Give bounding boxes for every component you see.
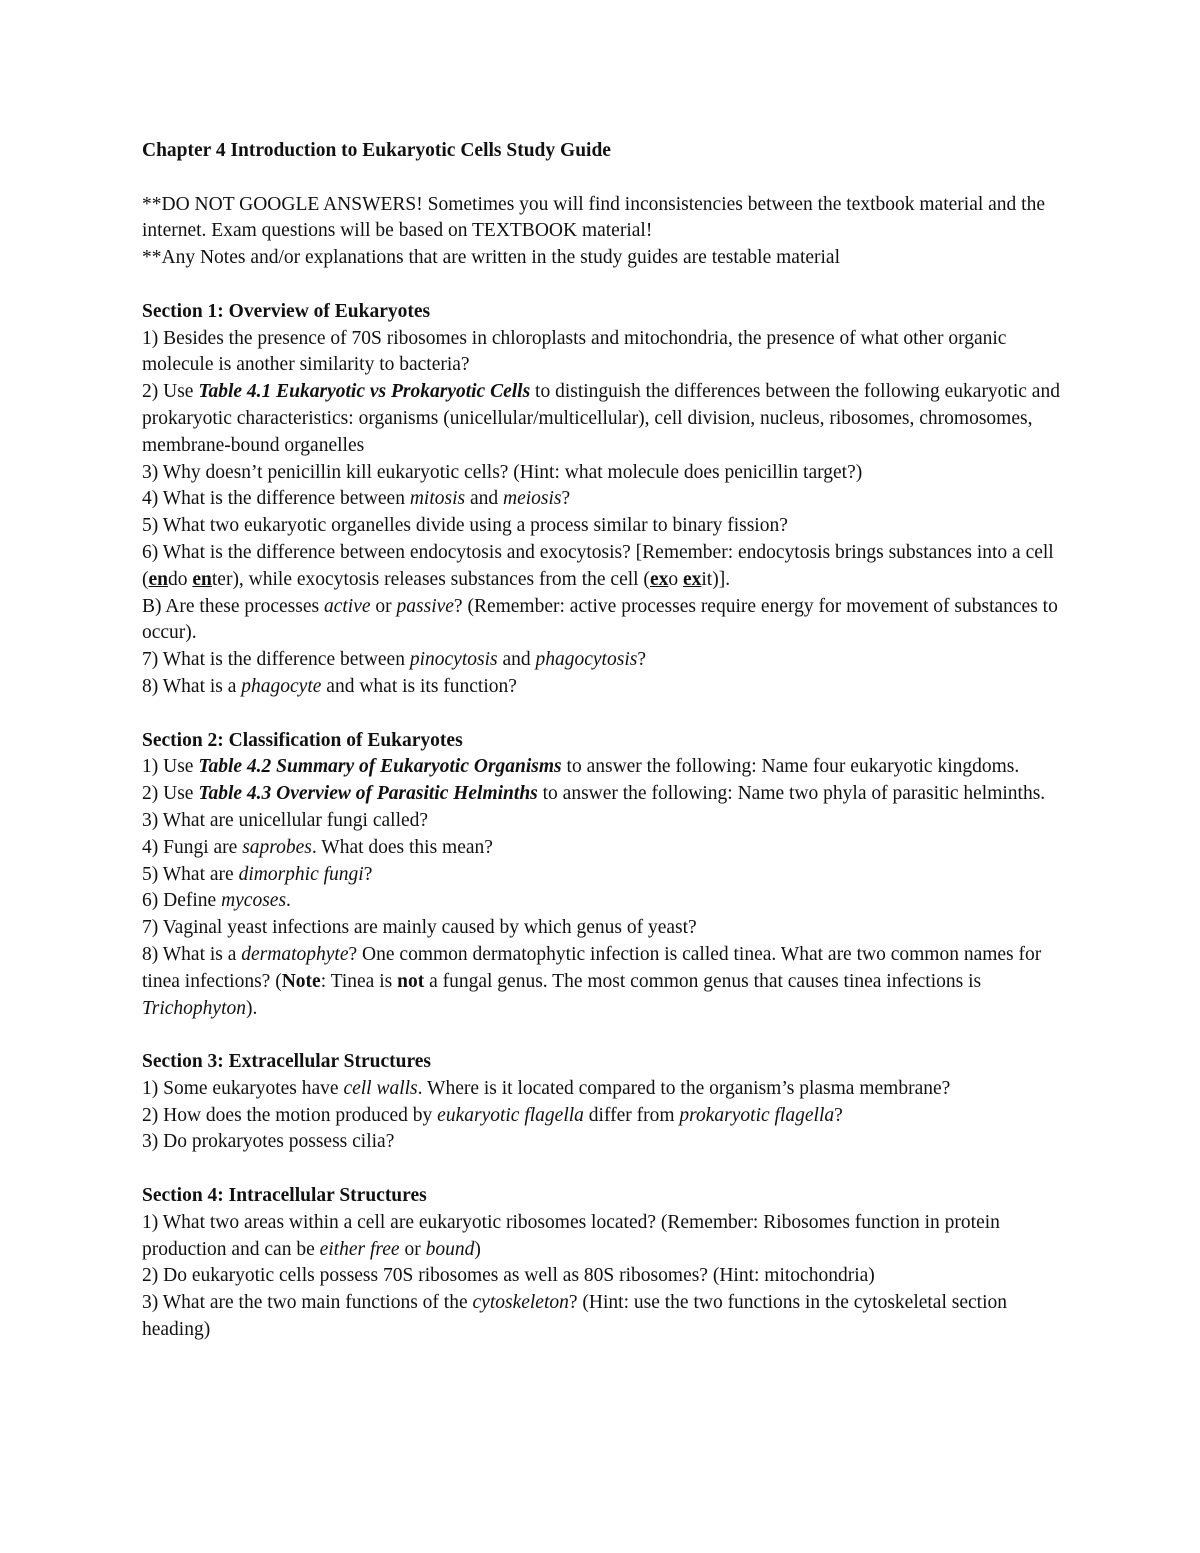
- section-1-heading: Section 1: Overview of Eukaryotes: [142, 300, 431, 322]
- s1-question-2: 2) Use Table 4.1 Eukaryotic vs Prokaryotic Cells to distinguish the differences between the following eukaryotic and prokaryotic characteristics: organisms (unicellular/multicellular), cell division, nucleus, ribosomes, chromosomes, membrane-bound organelles: [142, 381, 1060, 456]
- table-4-1-ref: Table 4.1 Eukaryotic vs Prokaryotic Cells: [198, 381, 531, 403]
- s3-question-3: 3) Do prokaryotes possess cilia?: [142, 1131, 395, 1153]
- s2-question-4: 4) Fungi are saprobes. What does this mean?: [142, 836, 493, 858]
- warning-notes: **Any Notes and/or explanations that are written in the study guides are testable material: [142, 247, 841, 269]
- s2-question-5: 5) What are dimorphic fungi?: [142, 863, 373, 885]
- s2-question-3: 3) What are unicellular fungi called?: [142, 809, 429, 831]
- s1-question-3: 3) Why doesn’t penicillin kill eukaryotic cells? (Hint: what molecule does penicillin target?): [142, 461, 863, 483]
- s2-question-1: 1) Use Table 4.2 Summary of Eukaryotic Organisms to answer the following: Name four eukaryotic kingdoms.: [142, 756, 1020, 778]
- table-4-2-ref: Table 4.2 Summary of Eukaryotic Organisms: [198, 756, 562, 778]
- document-body: [142, 138, 1072, 1344]
- s4-question-2: 2) Do eukaryotic cells possess 70S ribosomes as well as 80S ribosomes? (Hint: mitochondria): [142, 1265, 875, 1287]
- s1-question-4: 4) What is the difference between mitosis and meiosis?: [142, 488, 571, 510]
- s2-question-2: 2) Use Table 4.3 Overview of Parasitic Helminths to answer the following: Name two phyla of parasitic helminths.: [142, 783, 1046, 805]
- s1-question-6b: B) Are these processes active or passive? (Remember: active processes require energy for movement of substances to occur).: [142, 595, 1058, 644]
- s3-question-1: 1) Some eukaryotes have cell walls. Where is it located compared to the organism’s plasma membrane?: [142, 1077, 951, 1099]
- s1-question-8: 8) What is a phagocyte and what is its function?: [142, 675, 517, 697]
- section-4-heading: Section 4: Intracellular Structures: [142, 1185, 427, 1207]
- s1-question-5: 5) What two eukaryotic organelles divide using a process similar to binary fission?: [142, 515, 788, 537]
- warning-google: **DO NOT GOOGLE ANSWERS! Sometimes you will find inconsistencies between the textbook material and the internet. Exam questions will be based on TEXTBOOK material!: [142, 193, 1045, 242]
- s4-question-1: 1) What two areas within a cell are eukaryotic ribosomes located? (Remember: Ribosomes function in protein production and can be either free or bound): [142, 1211, 1000, 1260]
- s2-question-7: 7) Vaginal yeast infections are mainly caused by which genus of yeast?: [142, 917, 697, 939]
- s1-question-6: 6) What is the difference between endocytosis and exocytosis? [Remember: endocytosis brings substances into a cell (endo enter), while exocytosis releases substances from the cell (exo exit)].: [142, 541, 1054, 590]
- s1-question-7: 7) What is the difference between pinocytosis and phagocytosis?: [142, 649, 646, 671]
- section-3-heading: Section 3: Extracellular Structures: [142, 1051, 432, 1073]
- s1-question-1: 1) Besides the presence of 70S ribosomes in chloroplasts and mitochondria, the presence of what other organic molecule is another similarity to bacteria?: [142, 327, 1007, 376]
- page-title: Chapter 4 Introduction to Eukaryotic Cells Study Guide: [142, 140, 611, 161]
- s2-question-6: 6) Define mycoses.: [142, 890, 291, 912]
- table-4-3-ref: Table 4.3 Overview of Parasitic Helminths: [198, 783, 538, 805]
- s4-question-3: 3) What are the two main functions of the cytoskeleton? (Hint: use the two functions in the cytoskeletal section heading): [142, 1292, 1007, 1341]
- section-2-heading: Section 2: Classification of Eukaryotes: [142, 729, 463, 751]
- s2-question-8: 8) What is a dermatophyte? One common dermatophytic infection is called tinea. What are two common names for tinea infections? (Note: Tinea is not a fungal genus. The most common genus that causes tinea infections is Trichophyton).: [142, 943, 1042, 1019]
- s3-question-2: 2) How does the motion produced by eukaryotic flagella differ from prokaryotic flagella?: [142, 1104, 843, 1126]
